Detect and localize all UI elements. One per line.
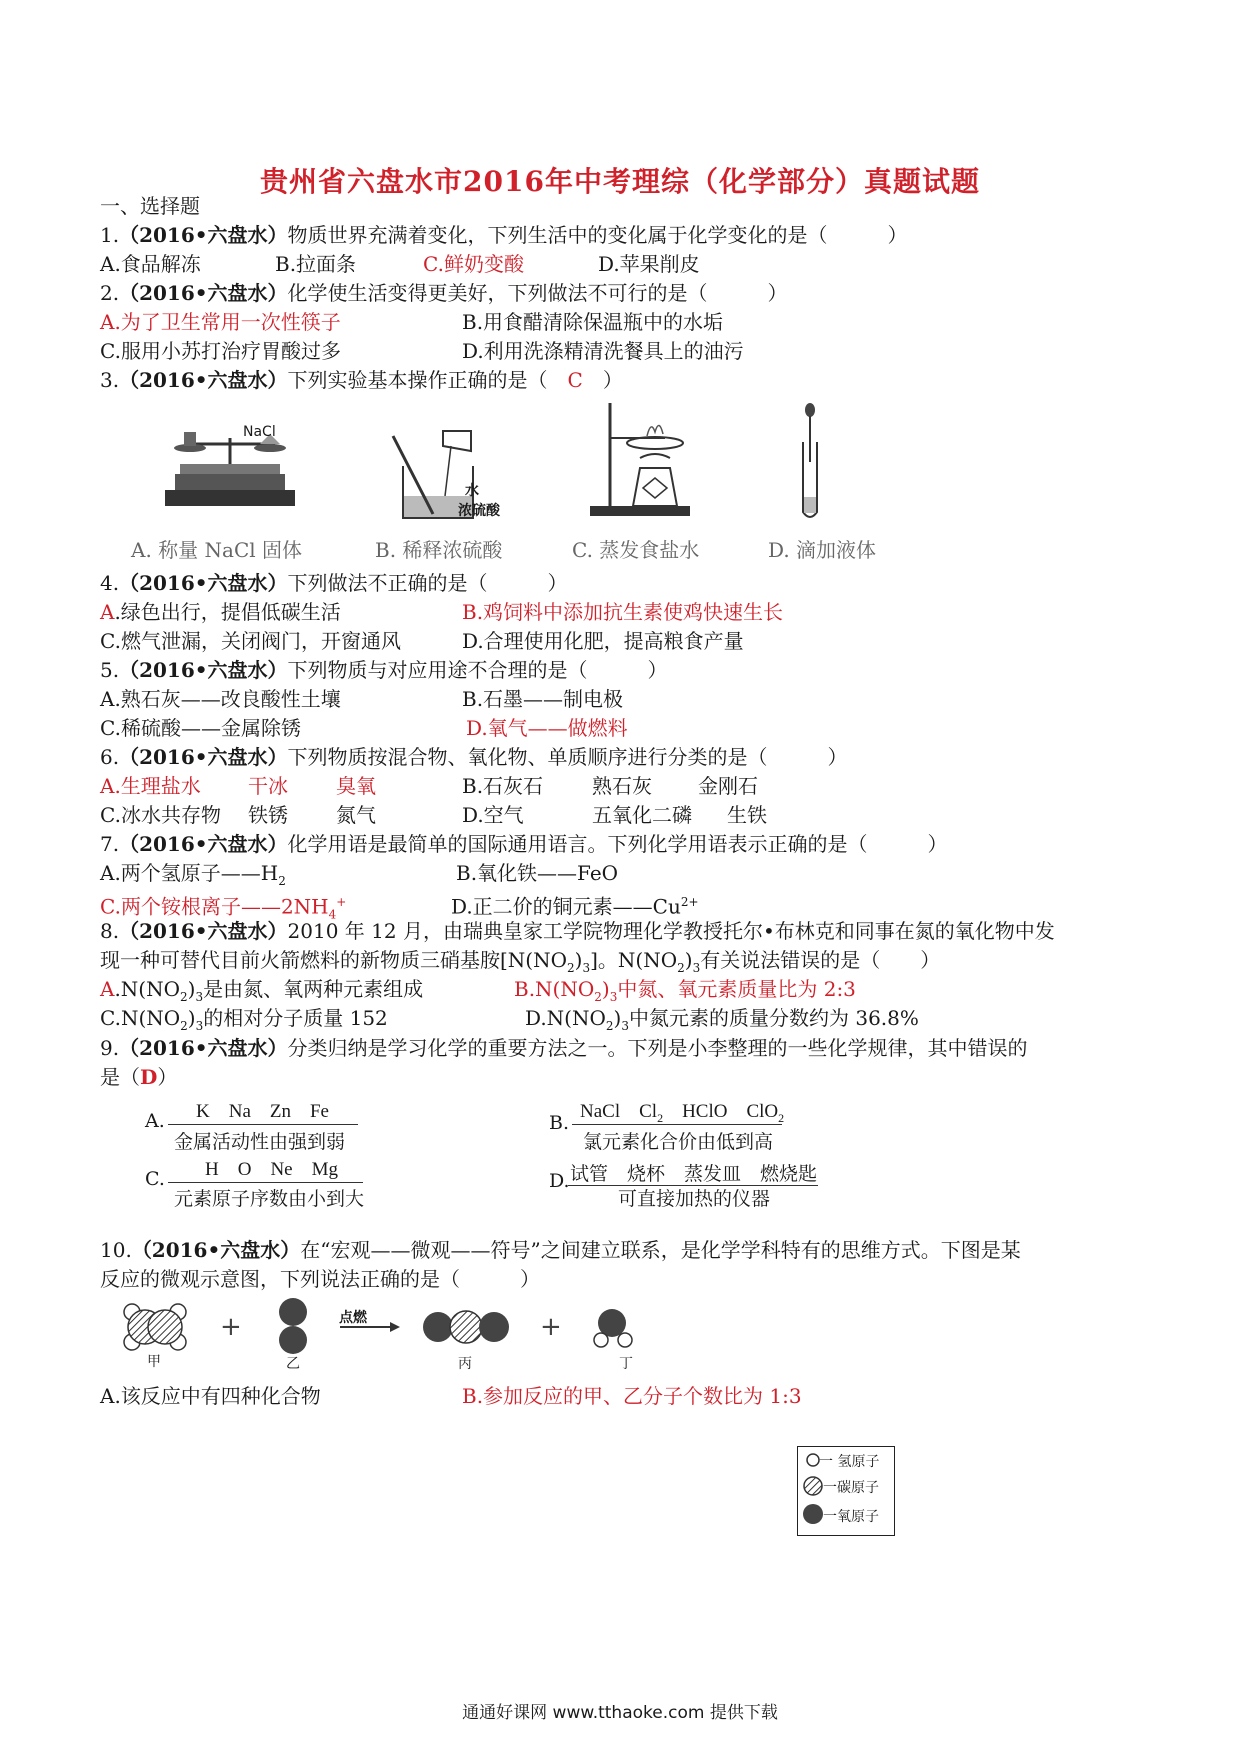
q3-caption-d: D. 滴加液体: [768, 538, 877, 562]
q3-caption-a: A. 称量 NaCl 固体: [131, 538, 302, 562]
q10-tag: （2016•六盘水）: [131, 1238, 301, 1262]
q9-a-arrow: [168, 1124, 358, 1125]
page-title: 贵州省六盘水市2016年中考理综（化学部分）真题试题: [260, 165, 980, 198]
balance-figure: [160, 418, 300, 518]
q9-b-top-2: HClO ClO: [663, 1101, 779, 1122]
question-3: [100, 365, 623, 395]
q7-option-d-sup: 2+: [680, 895, 699, 909]
q10-option-b: B.参加反应的甲、乙分子个数比为 1:3: [462, 1384, 802, 1408]
question-1: [100, 220, 908, 250]
legend-oxygen: 一氧原子: [823, 1509, 879, 1525]
q6-option-d1: D.空气: [462, 803, 524, 827]
q8-text2-sub4: 3: [692, 961, 701, 975]
q2-option-d: D.利用洗涤精清洗餐具上的油污: [462, 339, 744, 363]
acid-label: 浓硫酸: [458, 503, 500, 519]
q10-text: 在“宏观——微观——符号”之间建立联系，是化学学科特有的思维方式。下图是某: [300, 1238, 1021, 1262]
q5-option-b: B.石墨——制电极: [462, 687, 624, 711]
svg-text:+: +: [220, 1312, 242, 1342]
q9-b-top-sub: 2: [657, 1110, 664, 1125]
q2-text: 化学使生活变得更美好，下列做法不可行的是（ ）: [287, 281, 788, 305]
q3-answer: C: [567, 368, 583, 392]
q6-option-b3: 金刚石: [698, 774, 758, 798]
q6-option-b2: 熟石灰: [592, 774, 652, 798]
q8-c-s2: 2: [180, 1019, 188, 1033]
q9-text: 分类归纳是学习化学的重要方法之一。下列是小李整理的一些化学规律，其中错误的: [287, 1036, 1028, 1060]
question-7: [100, 829, 948, 859]
q8-number: 8.: [100, 919, 120, 943]
question-10: [100, 1235, 1021, 1265]
q3-caption-b: B. 稀释浓硫酸: [375, 538, 503, 562]
q8-a-s3: 3: [195, 990, 204, 1004]
q9-c-label: C.: [145, 1168, 165, 1190]
q5-text: 下列物质与对应用途不合理的是（ ）: [287, 658, 668, 682]
q7-text: 化学用语是最简单的国际通用语言。下列化学用语表示正确的是（ ）: [287, 832, 948, 856]
q5-number: 5.: [100, 658, 120, 682]
q6-tag: （2016•六盘水）: [119, 745, 288, 769]
q2-number: 2.: [100, 281, 120, 305]
nacl-label: NaCl: [243, 424, 276, 440]
q9-d-label: D.: [549, 1170, 570, 1192]
q8-text2-sub: 2: [567, 961, 575, 975]
q5-option-a: A.熟石灰——改良酸性土壤: [100, 687, 341, 711]
q7-option-a-sub: 2: [278, 874, 286, 888]
q7-option-c-sub: 4: [328, 907, 337, 922]
q4-option-b: B.鸡饲料中添加抗生素使鸡快速生长: [462, 600, 784, 624]
q5-option-d: D.氧气——做燃料: [466, 716, 628, 740]
q2-option-c: C.服用小苏打治疗胃酸过多: [100, 339, 341, 363]
q6-text: 下列物质按混合物、氧化物、单质顺序进行分类的是（ ）: [287, 745, 848, 769]
q8-b-s2: 2: [594, 990, 602, 1004]
q8-text2-mid: ): [574, 948, 583, 972]
question-9: [100, 1033, 1028, 1063]
q9-b-arrow: [572, 1124, 782, 1125]
label-jia: 甲: [147, 1354, 161, 1370]
q9-b-bottom: 氯元素化合价由低到高: [583, 1131, 774, 1153]
q6-number: 6.: [100, 745, 120, 769]
q8-d-post: 中氮元素的质量分数约为 36.8%: [628, 1006, 919, 1030]
question-9-line2: [100, 1062, 177, 1092]
q7-option-c-text: C.两个铵根离子——2NH: [100, 894, 329, 919]
q8-text2-sub2: 3: [582, 961, 591, 975]
q1-option-b: B.拉面条: [275, 252, 357, 276]
legend-carbon: 一碳原子: [823, 1480, 879, 1496]
q9-number: 9.: [100, 1036, 120, 1060]
q6-option-c3: 氮气: [336, 803, 376, 827]
q9-text2: 是（: [100, 1065, 140, 1089]
q8-a-mid: ): [187, 977, 196, 1001]
q8-d-pre: D.N(NO: [525, 1006, 606, 1030]
q6-option-b1: B.石灰石: [462, 774, 544, 798]
q6-option-c2: 铁锈: [248, 803, 288, 827]
q8-c-s3: 3: [195, 1019, 204, 1033]
arrow-label: 点燃: [339, 1310, 367, 1326]
q3-tail: ）: [582, 368, 623, 392]
evaporation-figure: [585, 398, 695, 523]
q8-a-s2: 2: [180, 990, 188, 1004]
q8-d-s2: 2: [605, 1019, 614, 1033]
q6-option-d3: 生铁: [727, 803, 767, 827]
q5-tag: （2016•六盘水）: [119, 658, 288, 682]
q8-d-mid: ): [613, 1006, 622, 1030]
q9-b-top-sub2: 2: [778, 1110, 785, 1125]
q4-text: 下列做法不正确的是（ ）: [287, 571, 568, 595]
question-6: [100, 742, 848, 772]
q9-b-top-1: NaCl Cl: [580, 1101, 658, 1122]
q8-tag: （2016•六盘水）: [119, 919, 288, 943]
q9-c-arrow: [168, 1182, 363, 1183]
q9-c-top: H O Ne Mg: [205, 1159, 338, 1180]
q8-text2-tail: 有关说法错误的是（ ）: [700, 948, 941, 972]
q6-option-d2: 五氧化二磷: [592, 803, 692, 827]
q9-b-top: [580, 1096, 784, 1126]
q10-number: 10.: [100, 1238, 132, 1262]
q8-b-pre: B.N(NO: [514, 977, 595, 1001]
q1-option-c: C.鲜奶变酸: [423, 252, 524, 276]
q4-number: 4.: [100, 571, 120, 595]
q6-option-a3: 臭氧: [336, 774, 376, 798]
q8-a-post: 是由氮、氧两种元素组成: [203, 977, 424, 1001]
question-10-line2: 反应的微观示意图，下列说法正确的是（ ）: [100, 1267, 540, 1291]
question-8: [100, 916, 1055, 946]
q2-option-a: A.为了卫生常用一次性筷子: [100, 310, 341, 334]
dropper-figure: [790, 402, 830, 524]
page-footer: 通通好课网 www.tthaoke.com 提供下载: [462, 1703, 778, 1723]
q9-d-bottom: 可直接加热的仪器: [618, 1188, 771, 1210]
q7-number: 7.: [100, 832, 120, 856]
q8-c-post: 的相对分子质量 152: [203, 1006, 388, 1030]
q7-option-c-sup: +: [336, 895, 347, 909]
q9-tail: ）: [157, 1065, 178, 1089]
q4-tag: （2016•六盘水）: [119, 571, 288, 595]
water-label: 水: [465, 483, 479, 499]
q1-text: 物质世界充满着变化，下列生活中的变化属于化学变化的是（ ）: [287, 223, 908, 247]
q9-a-top: K Na Zn Fe: [196, 1101, 329, 1122]
legend-hydrogen: 一 氢原子: [819, 1454, 880, 1470]
question-5: [100, 655, 668, 685]
reaction-diagram: [115, 1295, 895, 1375]
q2-tag: （2016•六盘水）: [119, 281, 288, 305]
q4-option-d: D.合理使用化肥，提高粮食产量: [462, 629, 744, 653]
q2-option-b: B.用食醋清除保温瓶中的水垢: [462, 310, 724, 334]
q8-option-a: $A.N(NO_2)_3$是由氮、氧两种元素组成: [100, 977, 424, 1004]
q3-tag: （2016•六盘水）: [119, 368, 288, 392]
q7-option-a-text: A.两个氢原子——H: [100, 861, 279, 885]
q8-c-pre: C.N(NO: [100, 1006, 181, 1030]
q8-c-mid: ): [187, 1006, 196, 1030]
q1-option-d: D.苹果削皮: [598, 252, 700, 276]
q9-tag: （2016•六盘水）: [119, 1036, 288, 1060]
svg-text:+: +: [540, 1312, 562, 1342]
q10-option-a: A.该反应中有四种化合物: [100, 1384, 321, 1408]
q3-caption-c: C. 蒸发食盐水: [572, 538, 700, 562]
q1-number: 1.: [100, 223, 120, 247]
q1-tag: （2016•六盘水）: [119, 223, 288, 247]
q6-option-c1: C.冰水共存物: [100, 803, 221, 827]
q4-option-c: C.燃气泄漏，关闭阀门，开窗通风: [100, 629, 401, 653]
q9-b-label: B.: [549, 1112, 570, 1134]
label-yi: 乙: [286, 1356, 300, 1372]
q1-option-a: A.食品解冻: [100, 252, 201, 276]
q5-option-c: C.稀硫酸——金属除锈: [100, 716, 301, 740]
q9-a-label: A.: [145, 1110, 165, 1132]
label-ding: 丁: [619, 1356, 633, 1372]
q8-text2-end: ]。N(NO: [590, 948, 678, 972]
q8-text2-sub3: 2: [677, 961, 685, 975]
q6-option-a2: 干冰: [248, 774, 288, 798]
question-4: [100, 568, 568, 598]
q8-b-mid: ): [601, 977, 610, 1001]
q8-text2-mid2: ): [684, 948, 693, 972]
q8-text: 2010 年 12 月，由瑞典皇家工学院物理化学教授托尔•布林克和同事在氮的氧化物中发: [287, 919, 1055, 943]
q6-option-a1: A.生理盐水: [100, 774, 201, 798]
q7-option-b: B.氧化铁——FeO: [456, 861, 619, 885]
q4-option-a: A.绿色出行，提倡低碳生活: [100, 600, 341, 624]
question-2: [100, 278, 788, 308]
q8-b-s3: 3: [609, 990, 618, 1004]
q8-d-s3: 3: [621, 1019, 629, 1033]
label-bing: 丙: [458, 1356, 472, 1372]
q9-d-top: 试管 烧杯 蒸发皿 燃烧匙: [570, 1163, 818, 1185]
q9-answer: D: [140, 1065, 158, 1089]
q8-text2: 现一种可替代目前火箭燃料的新物质三硝基胺[N(NO: [100, 948, 568, 972]
q8-b-post: 中氮、氧元素质量比为 2:3: [617, 977, 856, 1001]
q7-tag: （2016•六盘水）: [119, 832, 288, 856]
q7-option-d-text: D.正二价的铜元素——Cu: [451, 894, 681, 919]
q9-c-bottom: 元素原子序数由小到大: [174, 1188, 365, 1210]
q9-a-bottom: 金属活动性由强到弱: [174, 1131, 346, 1153]
q3-text: 下列实验基本操作正确的是（: [287, 368, 568, 392]
section-heading: 一、选择题: [100, 194, 200, 218]
q3-number: 3.: [100, 368, 120, 392]
